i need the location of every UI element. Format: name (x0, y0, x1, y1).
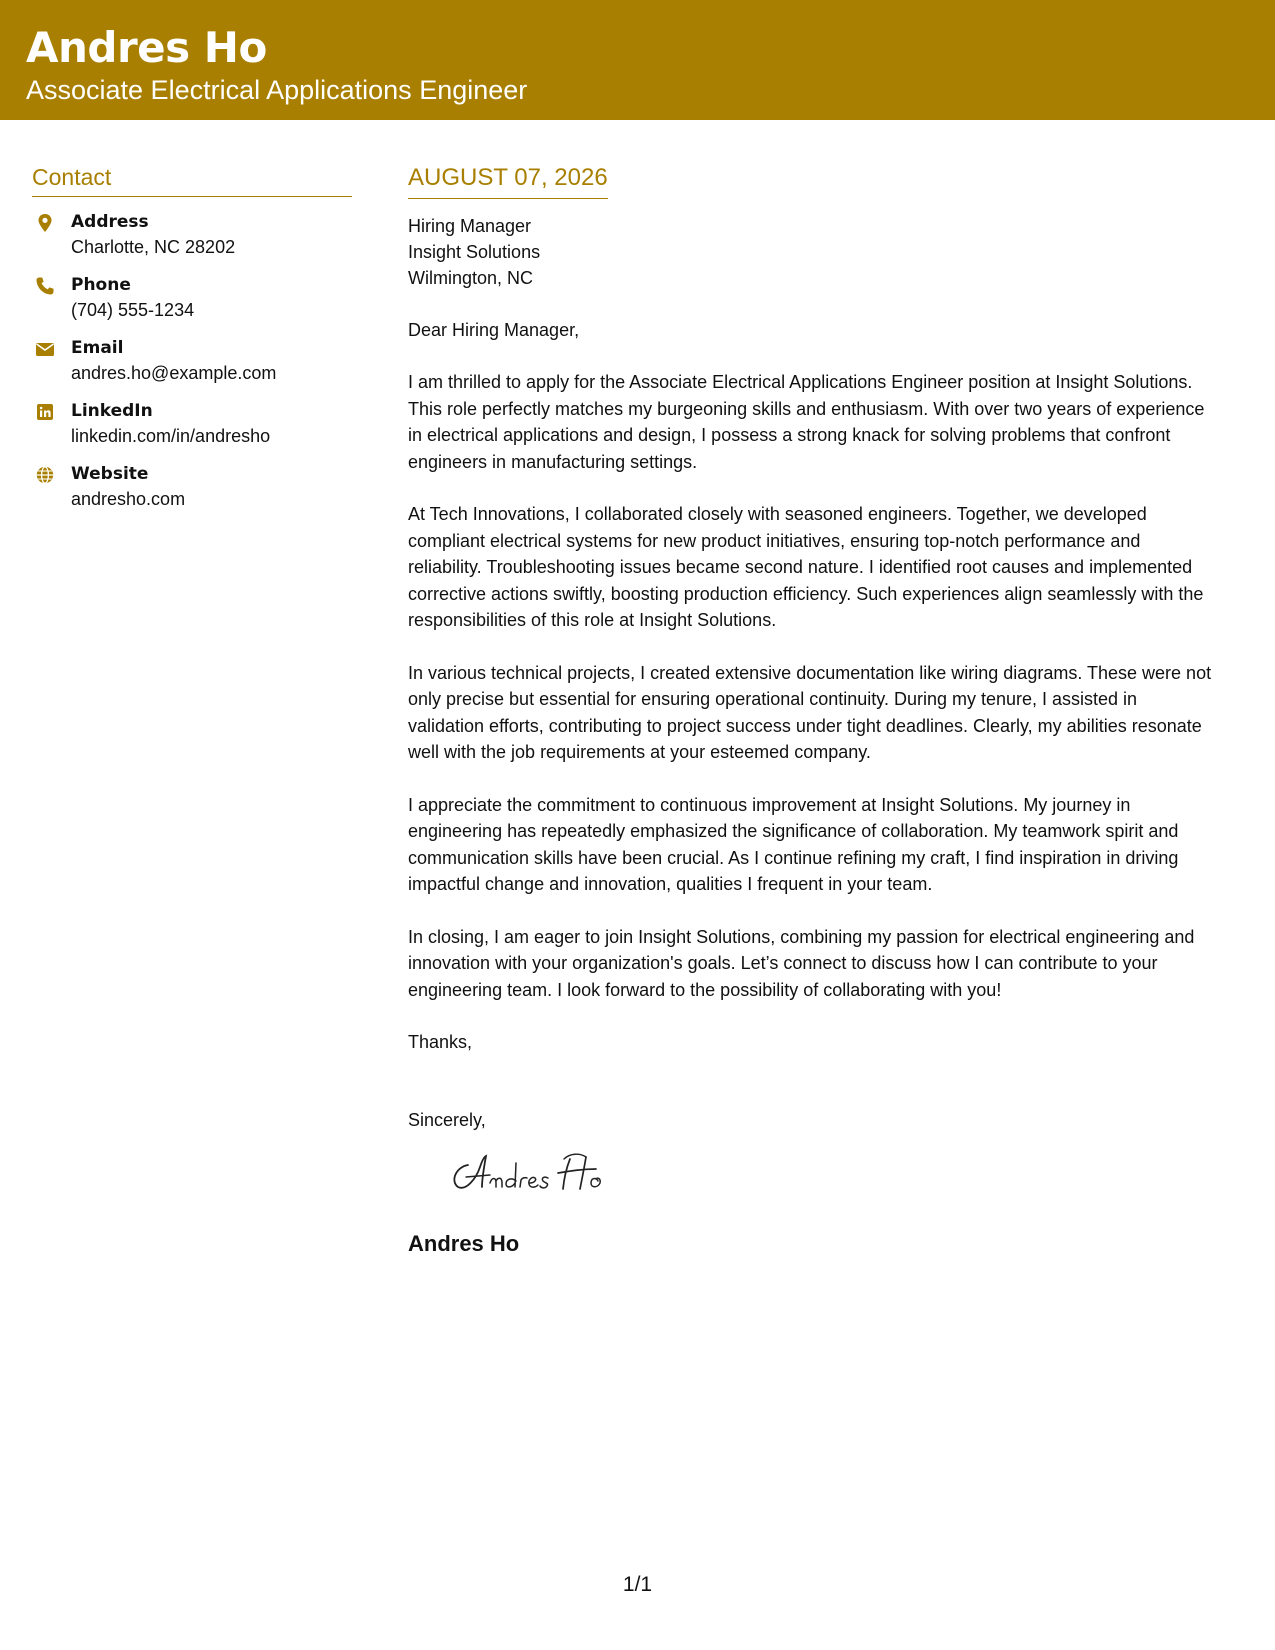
contact-value: (704) 555-1234 (71, 300, 195, 320)
envelope-icon (35, 339, 55, 359)
paragraph-line: communication skills have been crucial. As I continue refining my craft, I find inspiration in driving (408, 847, 1179, 868)
paragraph-line: In closing, I am eager to join Insight Solutions, combining my passion for electrical engineering and (408, 926, 1195, 947)
letter-date: AUGUST 07, 2026 (408, 160, 608, 199)
contact-item-website (32, 455, 352, 518)
paragraph-line: I appreciate the commitment to continuous improvement at Insight Solutions. My journey in (408, 794, 1131, 815)
paragraph-line: engineering team. I look forward to the possibility of collaborating with you! (408, 979, 1002, 1000)
globe-icon (35, 465, 55, 485)
recipient-company: Insight Solutions (408, 242, 541, 262)
paragraph-4 (408, 792, 1254, 898)
contact-value: Charlotte, NC 28202 (71, 237, 236, 257)
paragraph-line: In various technical projects, I created extensive documentation like wiring diagrams. These were not (408, 662, 1212, 683)
signer-name: Andres Ho (408, 1231, 520, 1256)
contact-list (32, 203, 352, 518)
contact-item-linkedin (32, 392, 352, 455)
contact-label: LinkedIn (71, 401, 153, 421)
contact-label: Address (71, 212, 149, 232)
paragraph-3 (408, 660, 1254, 766)
paragraph-line: responsibilities of this role at Insight Solutions. (408, 610, 777, 630)
paragraph-line: well with the job requirements at your esteemed company. (408, 742, 871, 762)
contact-value: linkedin.com/in/andresho (71, 426, 271, 446)
contact-label: Email (71, 338, 124, 358)
paragraph-line: only precise but essential for ensuring operational continuity. During my tenure, I assisted in (408, 689, 1138, 709)
paragraph-line: I am thrilled to apply for the Associate Electrical Applications Engineer position at Insight Solutions. (408, 372, 1193, 392)
paragraph-line: At Tech Innovations, I collaborated closely with seasoned engineers. Together, we developed (408, 504, 1147, 524)
paragraph-line: innovation with your organization's goals. Let’s connect to discuss how I can contribute to your (408, 953, 1158, 973)
paragraph-line: compliant electrical systems for new product initiatives, ensuring top-notch performance and (408, 530, 1141, 551)
contact-item-email (32, 329, 352, 392)
contact-section-title: Contact (32, 160, 352, 197)
contact-label: Phone (71, 275, 131, 295)
handwritten-signature (446, 1133, 1254, 1225)
contact-item-phone (32, 266, 352, 329)
contact-value: andresho.com (71, 489, 186, 509)
paragraph-2 (408, 501, 1254, 634)
paragraph-line: engineering has repeatedly emphasized the significance of collaboration. My teamwork spirit and (408, 821, 1179, 841)
paragraph-line: engineers in manufacturing settings. (408, 451, 698, 472)
letter-body (408, 160, 1254, 1259)
signoff-line: Sincerely, (408, 1110, 486, 1130)
closing-line: Thanks, (408, 1032, 473, 1052)
map-pin-icon (35, 213, 55, 233)
candidate-name: Andres Ho (26, 23, 267, 72)
contact-label: Website (71, 464, 149, 484)
paragraph-line: reliability. Troubleshooting issues became second nature. I identified root causes and implemented (408, 557, 1193, 577)
paragraph-line: corrective actions swiftly, boosting production efficiency. Such experiences align seamlessly with the (408, 583, 1204, 604)
candidate-role: Associate Electrical Applications Engineer (26, 75, 528, 105)
paragraph-line: This role perfectly matches my burgeoning skills and enthusiasm. With over two years of experience (408, 398, 1205, 419)
header-banner (0, 0, 1275, 120)
linkedin-icon (35, 402, 55, 422)
contact-item-address (32, 203, 352, 266)
recipient-title: Hiring Manager (408, 216, 532, 236)
paragraph-line: in electrical applications and design, I possess a strong knack for solving problems that confront (408, 425, 1171, 445)
recipient-location: Wilmington, NC (408, 268, 534, 288)
phone-icon (35, 276, 55, 296)
paragraph-line: impactful change and innovation, qualities I frequent in your team. (408, 874, 933, 894)
recipient-block (408, 213, 1254, 291)
salutation: Dear Hiring Manager, (408, 320, 580, 340)
paragraph-1 (408, 369, 1254, 475)
contact-sidebar (32, 160, 352, 518)
page-number: 1/1 (622, 1573, 653, 1596)
paragraph-5 (408, 924, 1254, 1004)
paragraph-line: validation efforts, contributing to project success under tight deadlines. Clearly, my abilities resonate (408, 715, 1202, 736)
contact-value: andres.ho@example.com (71, 363, 277, 383)
